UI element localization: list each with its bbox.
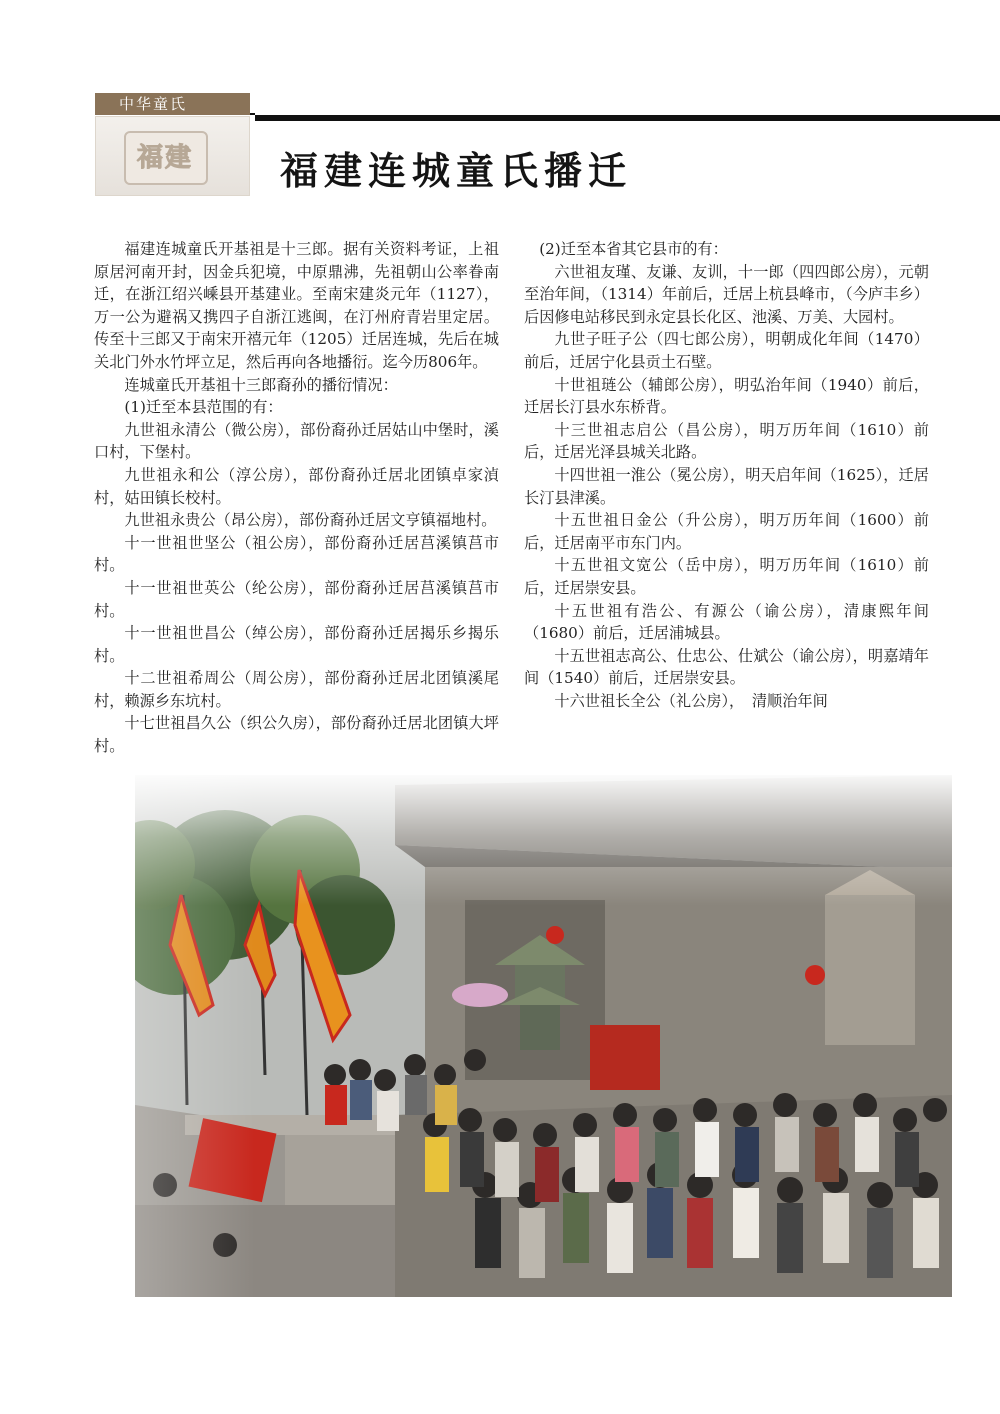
paragraph: 十五世祖有浩公、有源公（谕公房），清康熙年间（1680）前后，迁居浦城县。: [524, 601, 929, 643]
paragraph: 十一世祖世坚公（祖公房），部份裔孙迁居莒溪镇莒市村。: [94, 533, 499, 575]
right-column: [524, 238, 929, 712]
section-tag: 中华童氏: [95, 93, 250, 115]
lantern: [546, 926, 564, 944]
lantern: [805, 965, 825, 985]
paragraph: 十一世祖世昌公（绰公房），部份裔孙迁居揭乐乡揭乐村。: [94, 624, 499, 665]
photo-fade-left: [135, 775, 255, 1297]
paragraph: (1)迁至本县范围的有：: [124, 398, 283, 417]
paragraph: 十七世祖昌久公（织公久房），部份裔孙迁居北团镇大坪村。: [94, 714, 499, 756]
paragraph: 福建连城童氏开基祖是十三郎。据有关资料考证，上祖原居河南开封，因金兵犯境，中原鼎沸，先祖朝山公率眷南迁，在浙江绍兴嵊县开基建业。至南宋建炎元年（1127），万一公为避祸又携四子自浙江逃闽，在汀州府青岩里定居。传至十三郎又于南宋开禧元年（1205）迁居连城，先后在城关北门外水竹坪立足，然后再向各地播衍。迄今历806年。: [94, 240, 499, 371]
paragraph: (2)迁至本省其它县市的有：: [539, 240, 728, 258]
paragraph: 十四世祖一淮公（冕公房），明天启年间（1625），迁居长汀县津溪。: [524, 465, 929, 507]
temple-pillar: [825, 895, 915, 1045]
section-emblem: [95, 116, 250, 196]
temple-festival-photo: [135, 775, 952, 1297]
paragraph: 六世祖友瑾、友谦、友训，十一郎（四四郎公房），元朝至治年间，（1314）年前后，迁居上杭县峰市，（今庐丰乡）后因修电站移民到永定县长化区、池溪、万美、大园村。: [524, 262, 929, 326]
paragraph: 连城童氏开基祖十三郎裔孙的播衍情况：: [124, 375, 398, 394]
paragraph: 九世祖永贵公（昂公房），部份裔孙迁居文亨镇福地村。: [124, 511, 497, 530]
paragraph: 十三世祖志启公（昌公房），明万历年间（1610）前后，迁居光泽县城关北路。: [524, 420, 929, 462]
paragraph: 十二世祖希周公（周公房），部份裔孙迁居北团镇溪尾村，赖源乡东坑村。: [94, 669, 499, 710]
emblem-text: 福建: [136, 143, 193, 173]
paragraph: 九世子旺子公（四七郎公房），明朝成化年间（1470）前后，迁居宁化县贡土石壁。: [524, 330, 929, 371]
paragraph: 九世祖永和公（淳公房），部份裔孙迁居北团镇卓家湞村，姑田镇长校村。: [94, 465, 499, 507]
article-title: 福建连城童氏播迁: [280, 148, 633, 193]
left-column: [94, 238, 499, 758]
photo-illustration: [135, 775, 952, 1297]
paragraph: 十一世祖世英公（纶公房），部份裔孙迁居莒溪镇莒市村。: [94, 578, 499, 620]
paragraph: 十六世祖长全公（礼公房）， 清顺治年间: [554, 691, 828, 710]
header-rule: [255, 115, 1000, 121]
paragraph: 十五世祖文宽公（岳中房），明万历年间（1610）前后，迁居崇安县。: [524, 556, 929, 597]
palanquin: [590, 1025, 660, 1090]
paragraph: 十世祖琏公（辅郎公房），明弘治年间（1940）前后，迁居长汀县水东桥背。: [524, 375, 929, 417]
paragraph: 十五世祖日金公（升公房），明万历年间（1600）前后，迁居南平市东门内。: [524, 511, 929, 552]
paragraph: 十五世祖志高公、仕忠公、仕斌公（谕公房），明嘉靖年间（1540）前后，迁居崇安县。: [524, 646, 929, 688]
paragraph: 九世祖永清公（微公房），部份裔孙迁居姑山中堡时，溪口村，下堡村。: [94, 420, 499, 462]
umbrella: [452, 983, 508, 1007]
